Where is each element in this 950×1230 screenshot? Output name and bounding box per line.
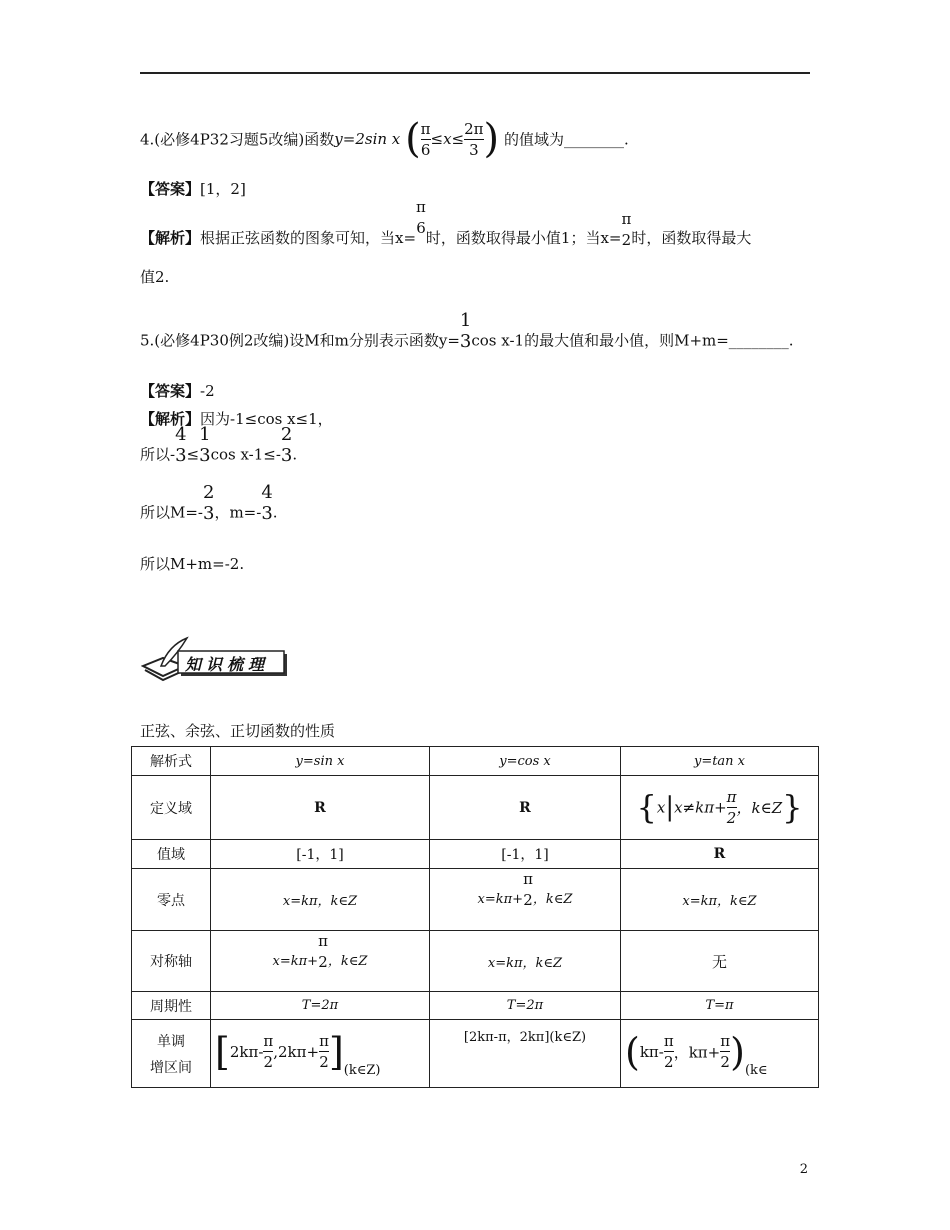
q4-prefix: 4.(必修4P32习题5改编)函数 xyxy=(140,130,335,149)
numerator: 1 xyxy=(459,310,472,331)
fraction xyxy=(281,426,292,465)
numerator: π xyxy=(726,788,737,806)
q4-function: y=2sin x xyxy=(334,130,401,148)
text: 所以M=- xyxy=(140,503,203,522)
fraction xyxy=(664,1032,674,1071)
denominator: 3 xyxy=(280,445,293,466)
table-cell: [-1，1] xyxy=(430,840,621,869)
numerator: 4 xyxy=(261,482,273,503)
banner-label: 知识梳理 xyxy=(185,655,270,674)
analysis-text: 时，函数取得最大 xyxy=(631,229,752,247)
denominator: 2 xyxy=(319,1053,329,1071)
paren-open: ( xyxy=(625,1029,640,1074)
numerator: π xyxy=(319,1032,329,1050)
table-cell: y=tan x xyxy=(621,747,819,776)
table-row xyxy=(132,840,819,869)
text: ，k∈Z xyxy=(736,799,783,817)
table-cell xyxy=(621,1020,819,1088)
text: ，k∈Z xyxy=(327,953,368,969)
table-cell: y=sin x xyxy=(211,747,430,776)
q5-analysis xyxy=(140,408,333,429)
text: kπ- xyxy=(639,1042,664,1061)
answer-value: [1，2] xyxy=(200,180,246,198)
brace-open: { xyxy=(636,788,657,827)
fraction xyxy=(261,484,272,523)
denominator: 3 xyxy=(175,445,187,466)
analysis-text: 因为-1≤cos x≤1， xyxy=(200,410,333,428)
denominator: 2 xyxy=(263,1053,274,1071)
q4-line xyxy=(140,116,629,162)
numerator: π xyxy=(318,931,328,950)
row-label: 对称轴 xyxy=(132,931,211,992)
denominator: 3 xyxy=(459,331,472,352)
table-title: 正弦、余弦、正切函数的性质 xyxy=(140,722,336,740)
q5-suffix: cos x-1的最大值和最小值，则M+m=________. xyxy=(471,331,794,350)
table-cell xyxy=(211,1020,430,1088)
table-row xyxy=(132,1020,819,1088)
bracket-close: ] xyxy=(328,1029,344,1074)
q5-answer xyxy=(140,380,215,401)
fraction xyxy=(199,426,210,465)
brace-close: } xyxy=(782,788,803,827)
numerator: 2 xyxy=(203,482,215,503)
analysis-text: 根据正弦函数的图象可知，当x= xyxy=(200,229,417,247)
q4-range-mid: ≤x≤ xyxy=(430,130,465,148)
denominator: 3 xyxy=(469,140,479,159)
denominator: 2 xyxy=(664,1053,674,1071)
page-number: 2 xyxy=(799,1162,808,1177)
table-cell: 无 xyxy=(621,931,819,992)
q5-line xyxy=(140,310,794,361)
bar-icon: | xyxy=(665,792,675,823)
table-cell: T=2π xyxy=(211,992,430,1020)
table-row xyxy=(132,869,819,931)
numerator: 1 xyxy=(199,424,211,445)
fraction xyxy=(720,1032,730,1071)
analysis-label: 【解析】 xyxy=(140,229,201,247)
denominator: 6 xyxy=(420,140,431,159)
paren-close: ) xyxy=(483,116,500,162)
paren-close: ) xyxy=(730,1029,745,1074)
denominator: 2 xyxy=(523,891,533,909)
numerator: π xyxy=(720,1032,731,1050)
table-cell: [2kπ-π，2kπ](k∈Z) xyxy=(430,1020,621,1088)
q4-range-right xyxy=(464,120,483,159)
numerator: π xyxy=(523,870,533,888)
table-cell: 解析式 xyxy=(132,747,211,776)
denominator: 2 xyxy=(318,952,328,971)
table-row xyxy=(132,992,819,1020)
denominator: 6 xyxy=(416,219,426,237)
row-label: 定义域 xyxy=(132,776,211,840)
table-row xyxy=(132,931,819,992)
q5-line2 xyxy=(140,424,298,475)
row-label: 值域 xyxy=(132,840,211,869)
denominator: 3 xyxy=(199,445,211,466)
q5-line4: 所以M+m=-2. xyxy=(140,555,245,573)
text: 2kπ- xyxy=(229,1042,264,1061)
q5-prefix: 5.(必修4P30例2改编)设M和m分别表示函数y= xyxy=(140,331,460,350)
table-cell: x=kπ，k∈Z xyxy=(211,869,430,931)
table-cell: [-1，1] xyxy=(211,840,430,869)
table-cell: x=kπ，k∈Z xyxy=(621,869,819,931)
denominator: 3 xyxy=(203,503,215,524)
table-row xyxy=(132,776,819,840)
text: x=kπ+ xyxy=(272,953,319,969)
fraction xyxy=(318,932,328,971)
q4-analysis-cont: 值2. xyxy=(140,268,170,286)
fraction xyxy=(460,312,471,351)
text: 所以- xyxy=(140,445,176,464)
fraction xyxy=(727,788,737,827)
fraction xyxy=(416,198,426,237)
text: x≠kπ+ xyxy=(674,798,727,817)
text: ，kπ+ xyxy=(673,1043,721,1061)
answer-label: 【答案】 xyxy=(140,382,201,400)
denominator: 2 xyxy=(726,809,737,827)
q4-answer xyxy=(140,178,246,199)
q5-line3 xyxy=(140,482,278,533)
text: x xyxy=(656,798,666,817)
answer-label: 【答案】 xyxy=(140,180,201,198)
text: . xyxy=(272,503,278,522)
numerator: 2 xyxy=(280,424,293,445)
answer-value: -2 xyxy=(200,382,215,400)
text: cos x-1≤- xyxy=(210,445,281,464)
text: ，k∈Z xyxy=(532,892,573,907)
fraction xyxy=(621,210,631,249)
table-cell xyxy=(621,776,819,840)
table-cell: T=2π xyxy=(430,992,621,1020)
text: (k∈Z) xyxy=(343,1062,381,1078)
table-cell xyxy=(211,931,430,992)
numerator: π xyxy=(263,1032,274,1050)
table-header-row xyxy=(132,747,819,776)
header-rule xyxy=(140,72,810,74)
numerator: π xyxy=(420,119,431,138)
numerator: 4 xyxy=(175,424,187,445)
q4-suffix: 的值域为________. xyxy=(503,130,629,149)
knowledge-banner xyxy=(141,636,289,684)
text: (k∈ xyxy=(744,1062,768,1078)
text: ，m=- xyxy=(214,503,262,522)
row-label: 零点 xyxy=(132,869,211,931)
text: . xyxy=(292,445,298,464)
analysis-label: 【解析】 xyxy=(140,410,201,428)
fraction xyxy=(523,870,533,909)
properties-table xyxy=(131,746,819,1088)
text: ,2kπ+ xyxy=(273,1042,320,1061)
bracket-open: [ xyxy=(215,1029,230,1074)
fraction xyxy=(263,1032,273,1071)
fraction xyxy=(175,426,186,465)
table-cell xyxy=(430,869,621,931)
table-cell: R xyxy=(211,776,430,840)
table-cell: R xyxy=(430,776,621,840)
label-line: 单调 xyxy=(157,1033,185,1050)
paren-open: ( xyxy=(405,116,421,162)
q4-analysis xyxy=(140,198,752,259)
table-cell: R xyxy=(621,840,819,869)
analysis-text: 时，函数取得最小值1；当x= xyxy=(425,229,622,247)
table-cell: T=π xyxy=(621,992,819,1020)
row-label: 周期性 xyxy=(132,992,211,1020)
table-cell: y=cos x xyxy=(430,747,621,776)
numerator: π xyxy=(663,1032,674,1050)
numerator: π xyxy=(416,198,426,216)
denominator: 2 xyxy=(621,230,632,249)
row-label xyxy=(132,1020,211,1088)
label-line: 增区间 xyxy=(150,1059,192,1076)
table-cell: x=kπ，k∈Z xyxy=(430,931,621,992)
text: x=kπ+ xyxy=(477,892,524,907)
denominator: 2 xyxy=(720,1053,730,1071)
fraction xyxy=(319,1032,329,1071)
denominator: 3 xyxy=(261,503,273,524)
numerator: π xyxy=(621,209,632,228)
q4-range-left xyxy=(421,120,431,159)
fraction xyxy=(203,484,214,523)
numerator: 2π xyxy=(464,119,484,138)
text: ≤ xyxy=(186,445,200,464)
